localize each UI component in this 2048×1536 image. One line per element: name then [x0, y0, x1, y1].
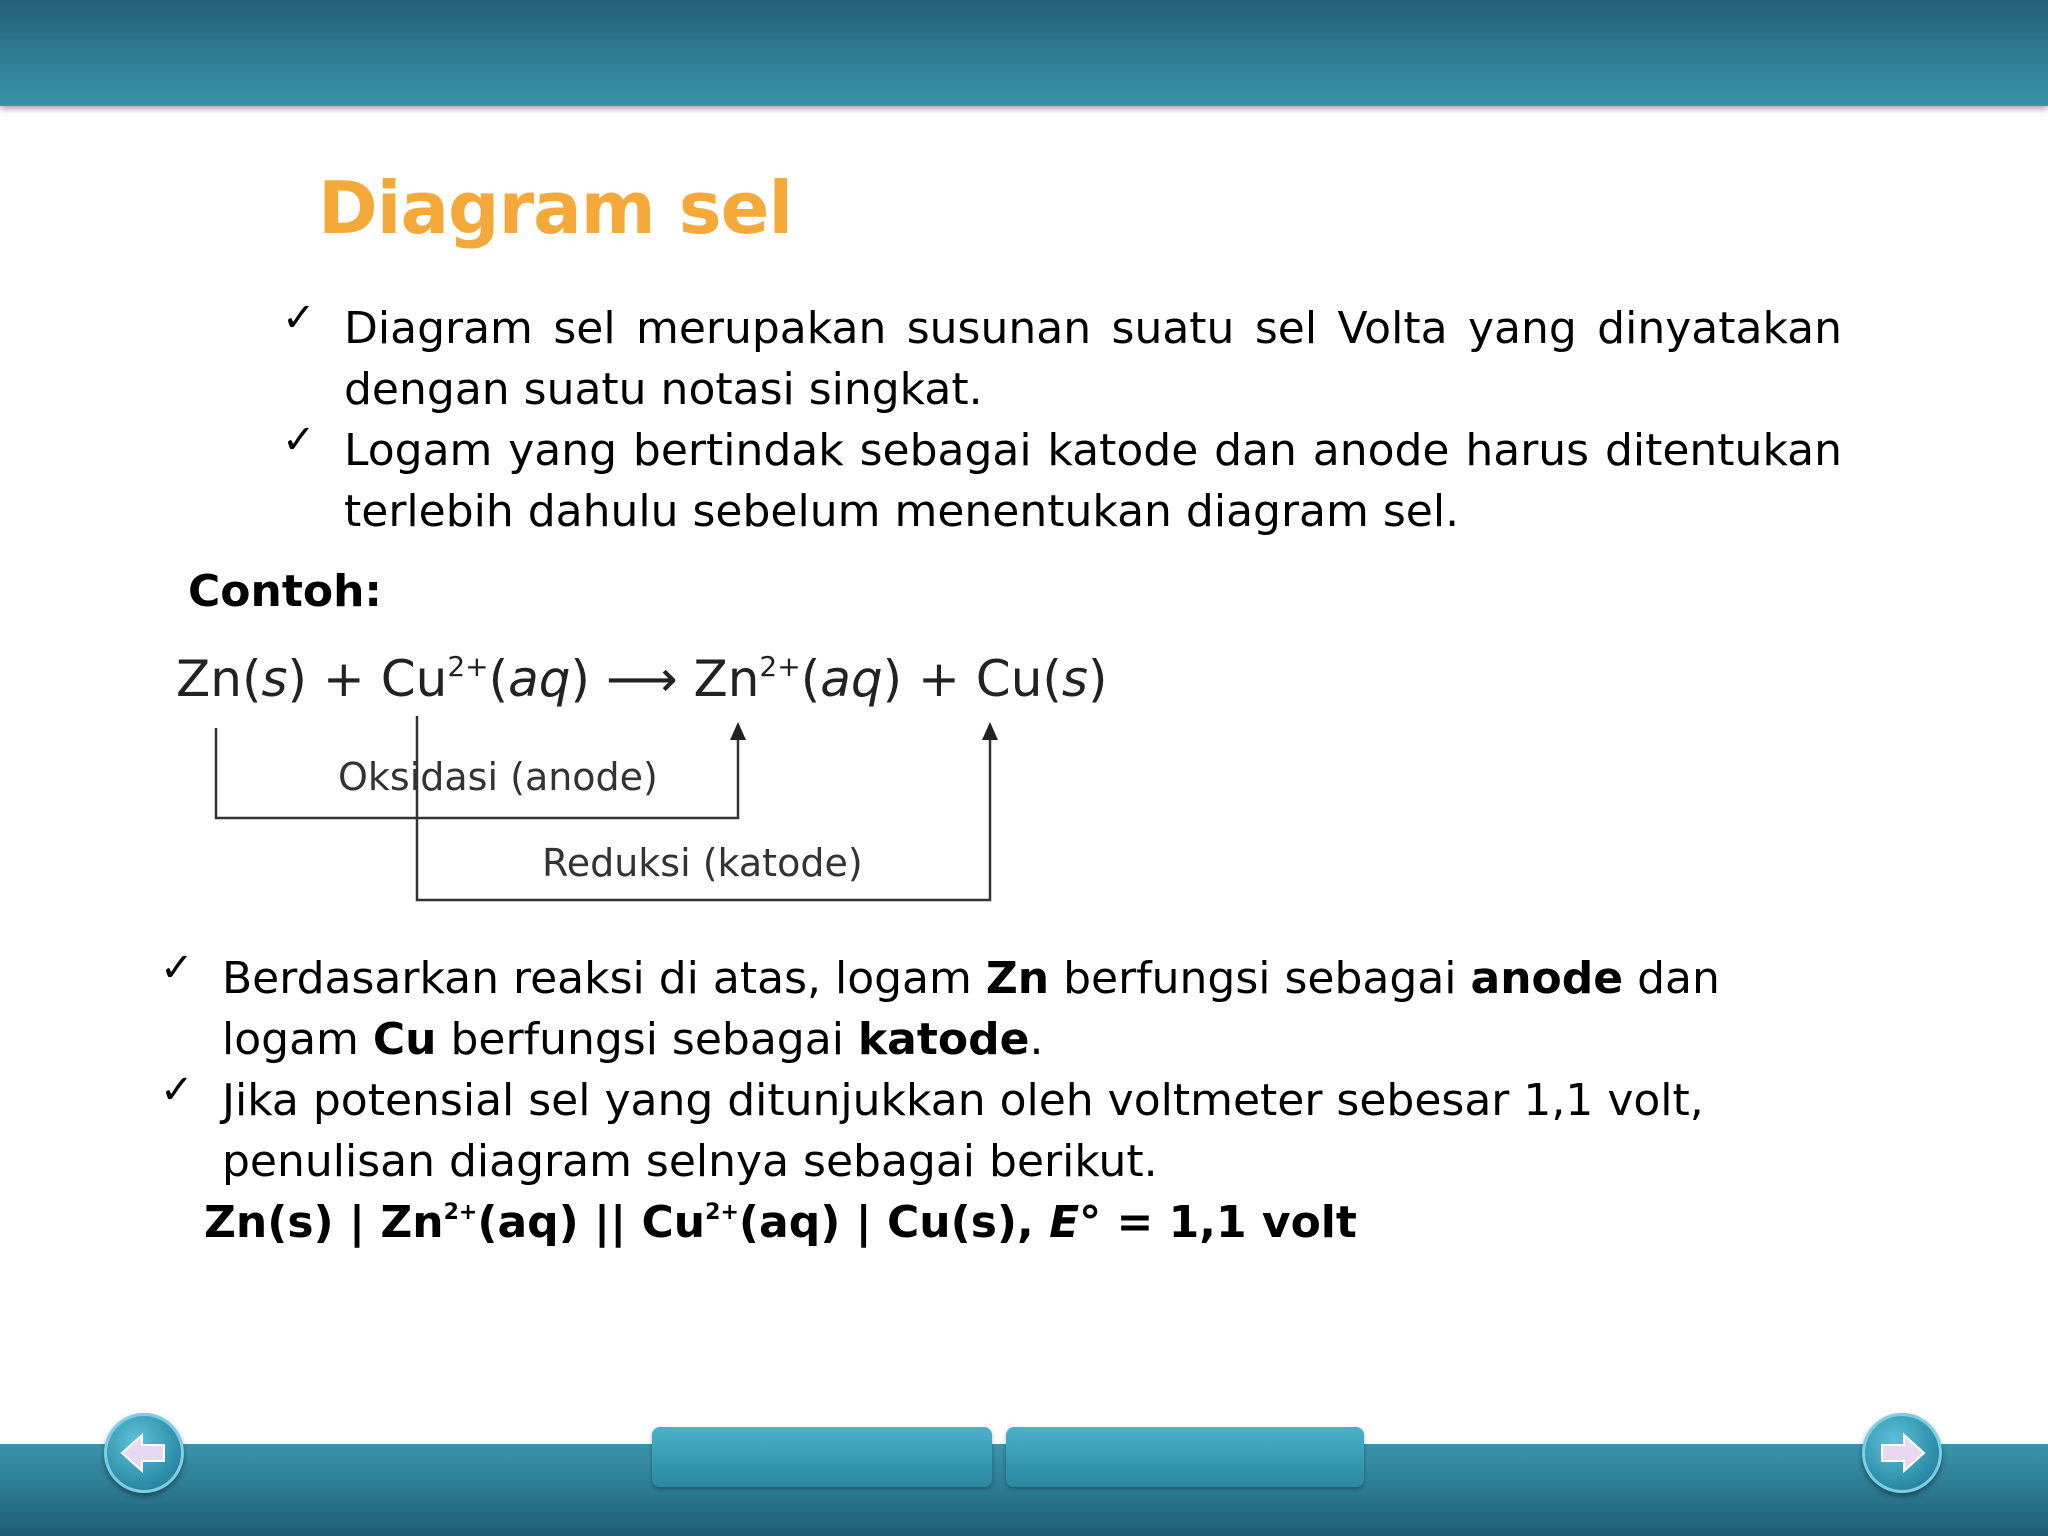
- bullet3-katode: katode: [857, 1014, 1030, 1065]
- example-label: Contoh:: [188, 566, 383, 617]
- bullet3-part: berfungsi sebagai: [1049, 953, 1471, 1004]
- reduction-arrowhead: [982, 722, 998, 740]
- notation-part: Zn(s) | Zn: [204, 1197, 444, 1248]
- checkmark-icon: ✓: [160, 1067, 194, 1113]
- notation-charge: 2+: [443, 1200, 478, 1225]
- notation-part: (aq) | Cu(s),: [738, 1197, 1050, 1248]
- arrow-right-icon: [1878, 1433, 1926, 1473]
- checkmark-icon: ✓: [160, 945, 194, 991]
- bullet3-part: Berdasarkan reaksi di atas, logam: [222, 953, 986, 1004]
- bullet-text-2: Logam yang bertindak sebagai katode dan anode harus ditentukan terlebih dahulu sebelum menentukan diagram sel.: [344, 425, 1842, 537]
- checkmark-icon: ✓: [282, 417, 316, 463]
- notation-charge: 2+: [705, 1200, 739, 1225]
- cell-notation: [204, 1192, 1357, 1253]
- notation-part: (aq) || Cu: [477, 1197, 706, 1248]
- reaction-equation: $Zn(s) + Cu^{2+}(aq)$ ⟶ $Zn^{2+}(aq) + Cu(s)$: [176, 650, 1108, 708]
- prev-slide-button[interactable]: [104, 1413, 184, 1493]
- bullet3-part: dan logam: [222, 953, 1720, 1065]
- arrow-left-icon: [120, 1433, 168, 1473]
- oxidation-label: Oksidasi (anode): [338, 755, 658, 799]
- next-slide-button[interactable]: [1862, 1413, 1942, 1493]
- reaction-diagram: [170, 648, 1108, 910]
- oxidation-arrowhead: [730, 722, 746, 740]
- bullet-text-4: Jika potensial sel yang ditunjukkan oleh voltmeter sebesar 1,1 volt, penulisan diagram selnya sebagai berikut.: [222, 1075, 1704, 1187]
- bullet3-cu: Cu: [372, 1014, 437, 1065]
- bullet3-zn: Zn: [985, 953, 1050, 1004]
- notation-e-symbol: E°: [1049, 1197, 1102, 1248]
- checkmark-icon: ✓: [282, 295, 316, 341]
- top-header-bar: [0, 0, 2048, 106]
- reduction-label: Reduksi (katode): [542, 841, 863, 885]
- bullet3-part: berfungsi sebagai: [436, 1014, 858, 1065]
- bullet-text-3: [222, 948, 1862, 1070]
- footer-tab-button-1[interactable]: [652, 1427, 992, 1487]
- notation-part: = 1,1 volt: [1101, 1197, 1357, 1248]
- footer-tab-button-2[interactable]: [1006, 1427, 1364, 1487]
- bullet3-anode: anode: [1470, 953, 1624, 1004]
- bullet-text-1: Diagram sel merupakan susunan suatu sel Volta yang dinyatakan dengan suatu notasi singkat.: [344, 303, 1842, 415]
- bullet3-part: .: [1029, 1014, 1044, 1065]
- slide-title: Diagram sel: [318, 166, 793, 250]
